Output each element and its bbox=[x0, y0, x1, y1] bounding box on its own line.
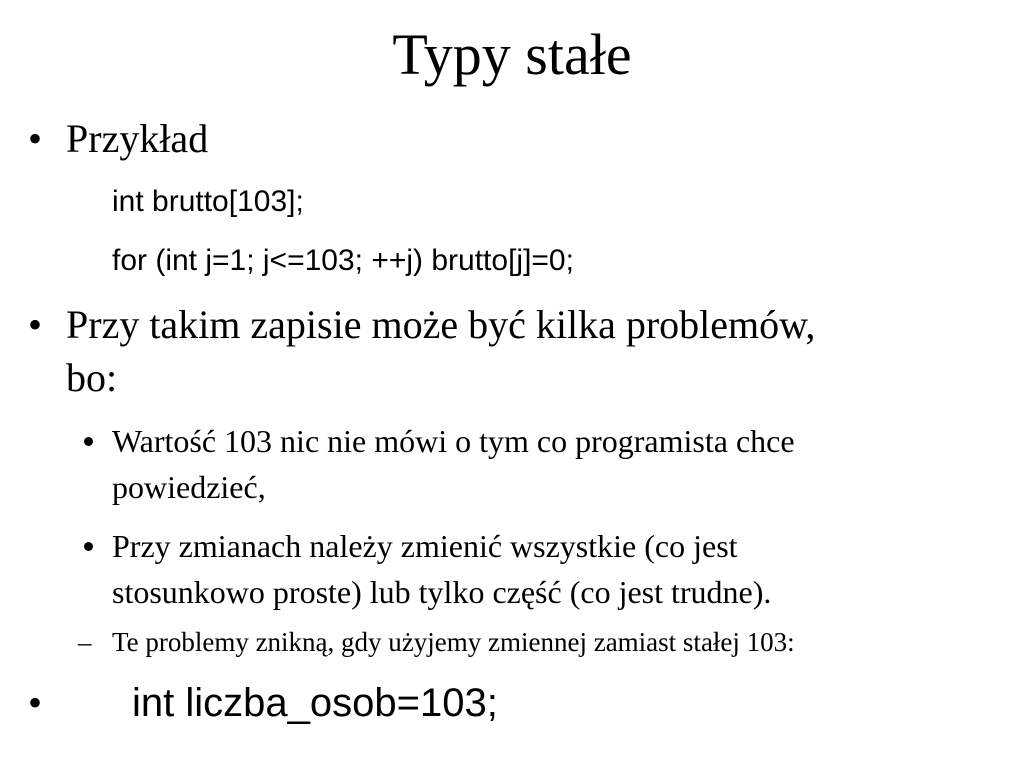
problems-line-1: Przy takim zapisie może być kilka problemów, bbox=[66, 302, 816, 347]
sub-bullet-1-line-1: Wartość 103 nic nie mówi o tym co programista chce bbox=[112, 423, 795, 459]
bullet-icon: • bbox=[28, 302, 43, 347]
sub-bullet-icon bbox=[84, 542, 93, 551]
code-line-1: int brutto[103]; bbox=[112, 185, 304, 218]
problems-line-2: bo: bbox=[66, 355, 118, 400]
sub-bullet-icon bbox=[84, 437, 93, 446]
bullet-icon: • bbox=[28, 680, 43, 725]
bullet-icon: • bbox=[28, 116, 43, 161]
slide-title: Typy stałe bbox=[392, 22, 632, 87]
dash-item-text: Te problemy znikną, gdy użyjemy zmiennej zamiast stałej 103: bbox=[112, 627, 795, 657]
sub-bullet-2-line-2: stosunkowo proste) lub tylko część (co jest trudne). bbox=[112, 574, 772, 610]
last-code-line: int liczba_osob=103; bbox=[132, 681, 498, 725]
example-label: Przykład bbox=[66, 116, 209, 161]
code-line-2: for (int j=1; j<=103; ++j) brutto[j]=0; bbox=[112, 244, 574, 277]
sub-bullet-2-line-1: Przy zmianach należy zmienić wszystkie (co jest bbox=[112, 528, 738, 564]
sub-bullet-1-line-2: powiedzieć, bbox=[112, 469, 266, 505]
dash-bullet-icon: – bbox=[78, 627, 92, 657]
